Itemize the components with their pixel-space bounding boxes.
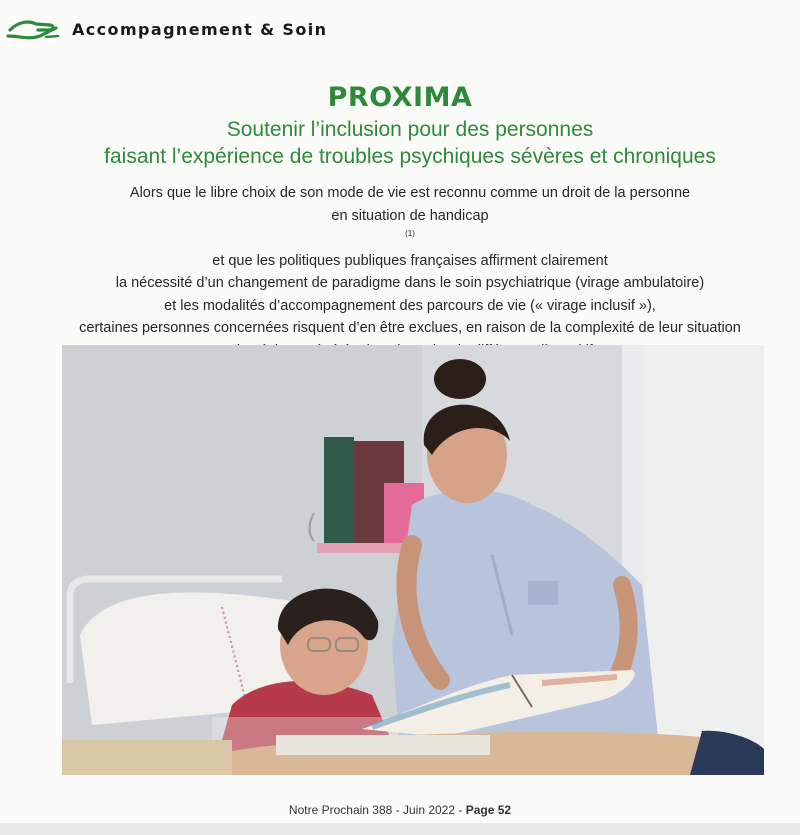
intro-line [0,205,800,273]
section-title: Accompagnement & Soin [72,19,328,39]
article-subtitle [0,116,800,170]
page-header [6,12,327,46]
intro-line: certaines personnes concernées risquent d’en être exclues, en raison de la complexité de leur situation [79,320,741,336]
nurse-patient-illustration [62,345,764,775]
intro-line: et les modalités d’accompagnement des parcours de vie (« virage inclusif »), [164,297,656,314]
intro-paragraph [0,182,800,362]
intro-text: en situation de handicap [331,207,489,224]
footnote-ref: (1) [405,229,415,239]
intro-text: et que les politiques publiques françaises affirment clairement [212,252,608,269]
publication-info: Notre Prochain 388 - Juin 2022 - [288,803,466,817]
subtitle-line: faisant l’expérience de troubles psychiques sévères et chroniques [104,145,716,168]
scan-edge [0,823,800,835]
page-number: Page 52 [465,803,512,817]
article-photo [62,345,764,775]
caring-hand-icon [6,12,62,46]
page-footer [0,803,800,817]
subtitle-line: Soutenir l’inclusion pour des personnes [226,118,594,141]
intro-line: la nécessité d’un changement de paradigme dans le soin psychiatrique (virage ambulatoire) [115,275,705,291]
article-title: PROXIMA [327,82,473,113]
intro-line: Alors que le libre choix de son mode de vie est reconnu comme un droit de la personne [129,185,691,201]
